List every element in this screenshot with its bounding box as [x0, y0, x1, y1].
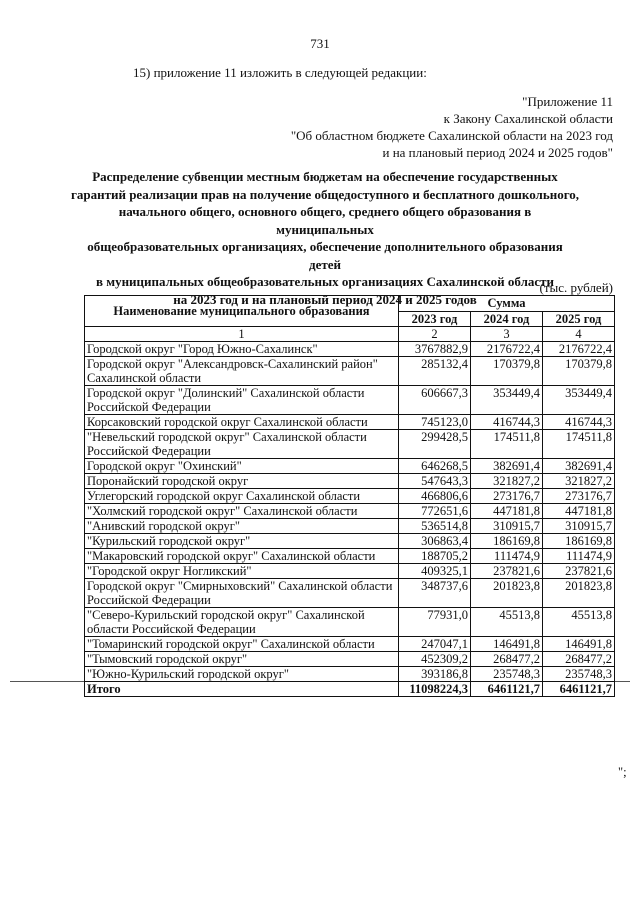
value-2025: 416744,3	[543, 415, 615, 430]
title-line: общеобразовательных организациях, обеспечение дополнительного образования детей	[87, 239, 563, 272]
value-2024: 186169,8	[471, 534, 543, 549]
municipality-name: Городской округ "Долинский" Сахалинской области Российской Федерации	[85, 386, 399, 415]
value-2025: 447181,8	[543, 504, 615, 519]
table-row	[85, 430, 615, 459]
header-year-2023: 2023 год	[399, 311, 471, 327]
closing-mark: ";	[618, 765, 627, 779]
value-2023: 745123,0	[399, 415, 471, 430]
value-2025: 237821,6	[543, 564, 615, 579]
value-2024: 382691,4	[471, 459, 543, 474]
municipality-name: "Невельский городской округ" Сахалинской области Российской Федерации	[85, 430, 399, 459]
value-2023: 452309,2	[399, 652, 471, 667]
title-line: в муниципальных общеобразовательных организациях Сахалинской области	[95, 274, 555, 289]
value-2025: 353449,4	[543, 386, 615, 415]
value-2024: 310915,7	[471, 519, 543, 534]
table-row	[85, 474, 615, 489]
appendix-header	[291, 93, 613, 161]
table-row	[85, 504, 615, 519]
value-2023: 606667,3	[399, 386, 471, 415]
total-2023: 11098224,3	[399, 682, 471, 697]
table-row	[85, 637, 615, 652]
value-2023: 409325,1	[399, 564, 471, 579]
value-2023: 306863,4	[399, 534, 471, 549]
value-2024: 321827,2	[471, 474, 543, 489]
value-2023: 299428,5	[399, 430, 471, 459]
appendix-line: "Об областном бюджете Сахалинской области на 2023 год	[290, 128, 613, 143]
value-2025: 268477,2	[543, 652, 615, 667]
value-2024: 416744,3	[471, 415, 543, 430]
total-row	[85, 682, 615, 697]
document-title	[70, 168, 580, 308]
value-2024: 353449,4	[471, 386, 543, 415]
value-2025: 174511,8	[543, 430, 615, 459]
value-2023: 188705,2	[399, 549, 471, 564]
municipality-name: "Холмский городской округ" Сахалинской области	[85, 504, 399, 519]
title-line: начального общего, основного общего, среднего общего образования в муниципальных	[118, 204, 532, 237]
municipality-name: "Томаринский городской округ" Сахалинской области	[85, 637, 399, 652]
units-label: (тыс. рублей)	[539, 280, 613, 295]
appendix-line: "Приложение 11	[522, 94, 613, 109]
header-year-2025: 2025 год	[543, 311, 615, 327]
municipality-name: Корсаковский городской округ Сахалинской области	[85, 415, 399, 430]
municipality-name: Поронайский городской округ	[85, 474, 399, 489]
index-cell: 2	[399, 327, 471, 342]
municipality-name: "Макаровский городской округ" Сахалинской области	[85, 549, 399, 564]
appendix-line: к Закону Сахалинской области	[443, 111, 613, 126]
value-2024: 273176,7	[471, 489, 543, 504]
table-row	[85, 489, 615, 504]
header-year-2024: 2024 год	[471, 311, 543, 327]
title-line: на 2023 год и на плановый период 2024 и 2025 годов	[173, 291, 477, 307]
value-2023: 646268,5	[399, 459, 471, 474]
municipality-name: "Городской округ Ногликский"	[85, 564, 399, 579]
index-cell: 1	[85, 327, 399, 342]
table-row	[85, 534, 615, 549]
value-2023: 772651,6	[399, 504, 471, 519]
municipality-name: Углегорский городской округ Сахалинской области	[85, 489, 399, 504]
total-label: Итого	[85, 682, 399, 697]
municipality-name: "Анивский городской округ"	[85, 519, 399, 534]
value-2023: 466806,6	[399, 489, 471, 504]
value-2023: 3767882,9	[399, 342, 471, 357]
table-row	[85, 459, 615, 474]
value-2023: 77931,0	[399, 608, 471, 637]
value-2023: 247047,1	[399, 637, 471, 652]
table-row	[85, 549, 615, 564]
value-2023: 348737,6	[399, 579, 471, 608]
table-row	[85, 342, 615, 357]
value-2025: 201823,8	[543, 579, 615, 608]
intro-line: 15) приложение 11 изложить в следующей редакции:	[133, 65, 427, 80]
municipality-name: Городской округ "Город Южно-Сахалинск"	[85, 342, 399, 357]
municipality-name: "Южно-Курильский городской округ"	[85, 667, 399, 682]
table-row	[85, 357, 615, 386]
index-cell: 4	[543, 327, 615, 342]
value-2024: 111474,9	[471, 549, 543, 564]
municipality-name: "Северо-Курильский городской округ" Сахалинской области Российской Федерации	[85, 608, 399, 637]
value-2025: 146491,8	[543, 637, 615, 652]
title-line: гарантий реализации прав на получение общедоступного и бесплатного дошкольного,	[70, 186, 580, 202]
value-2023: 393186,8	[399, 667, 471, 682]
value-2025: 186169,8	[543, 534, 615, 549]
appendix-line: и на плановый период 2024 и 2025 годов"	[382, 145, 613, 160]
value-2023: 536514,8	[399, 519, 471, 534]
value-2024: 2176722,4	[471, 342, 543, 357]
value-2025: 382691,4	[543, 459, 615, 474]
value-2024: 235748,3	[471, 667, 543, 682]
subvention-table	[84, 295, 615, 697]
value-2025: 235748,3	[543, 667, 615, 682]
total-2025: 6461121,7	[543, 682, 615, 697]
value-2023: 285132,4	[399, 357, 471, 386]
municipality-name: "Курильский городской округ"	[85, 534, 399, 549]
value-2024: 146491,8	[471, 637, 543, 652]
value-2025: 273176,7	[543, 489, 615, 504]
value-2025: 2176722,4	[543, 342, 615, 357]
value-2025: 111474,9	[543, 549, 615, 564]
value-2025: 45513,8	[543, 608, 615, 637]
value-2025: 321827,2	[543, 474, 615, 489]
value-2024: 201823,8	[471, 579, 543, 608]
municipality-name: Городской округ "Охинский"	[85, 459, 399, 474]
value-2024: 170379,8	[471, 357, 543, 386]
value-2024: 45513,8	[471, 608, 543, 637]
title-line: Распределение субвенции местным бюджетам на обеспечение государственных	[92, 169, 558, 184]
table-body	[85, 342, 615, 682]
value-2024: 447181,8	[471, 504, 543, 519]
table-row	[85, 652, 615, 667]
municipality-name: Городской округ "Александровск-Сахалинский район" Сахалинской области	[85, 357, 399, 386]
value-2024: 268477,2	[471, 652, 543, 667]
municipality-name: "Тымовский городской округ"	[85, 652, 399, 667]
value-2024: 174511,8	[471, 430, 543, 459]
table-row	[85, 386, 615, 415]
page-number: 731	[310, 36, 330, 51]
header-name: Наименование муниципального образования	[85, 296, 399, 327]
table-row	[85, 667, 615, 682]
index-cell: 3	[471, 327, 543, 342]
table-row	[85, 579, 615, 608]
header-sum: Сумма	[399, 296, 615, 312]
table-row	[85, 608, 615, 637]
value-2023: 547643,3	[399, 474, 471, 489]
municipality-name: Городской округ "Смирныховский" Сахалинской области Российской Федерации	[85, 579, 399, 608]
value-2025: 310915,7	[543, 519, 615, 534]
value-2024: 237821,6	[471, 564, 543, 579]
total-2024: 6461121,7	[471, 682, 543, 697]
table-row	[85, 564, 615, 579]
table-row	[85, 519, 615, 534]
value-2025: 170379,8	[543, 357, 615, 386]
table-row	[85, 415, 615, 430]
